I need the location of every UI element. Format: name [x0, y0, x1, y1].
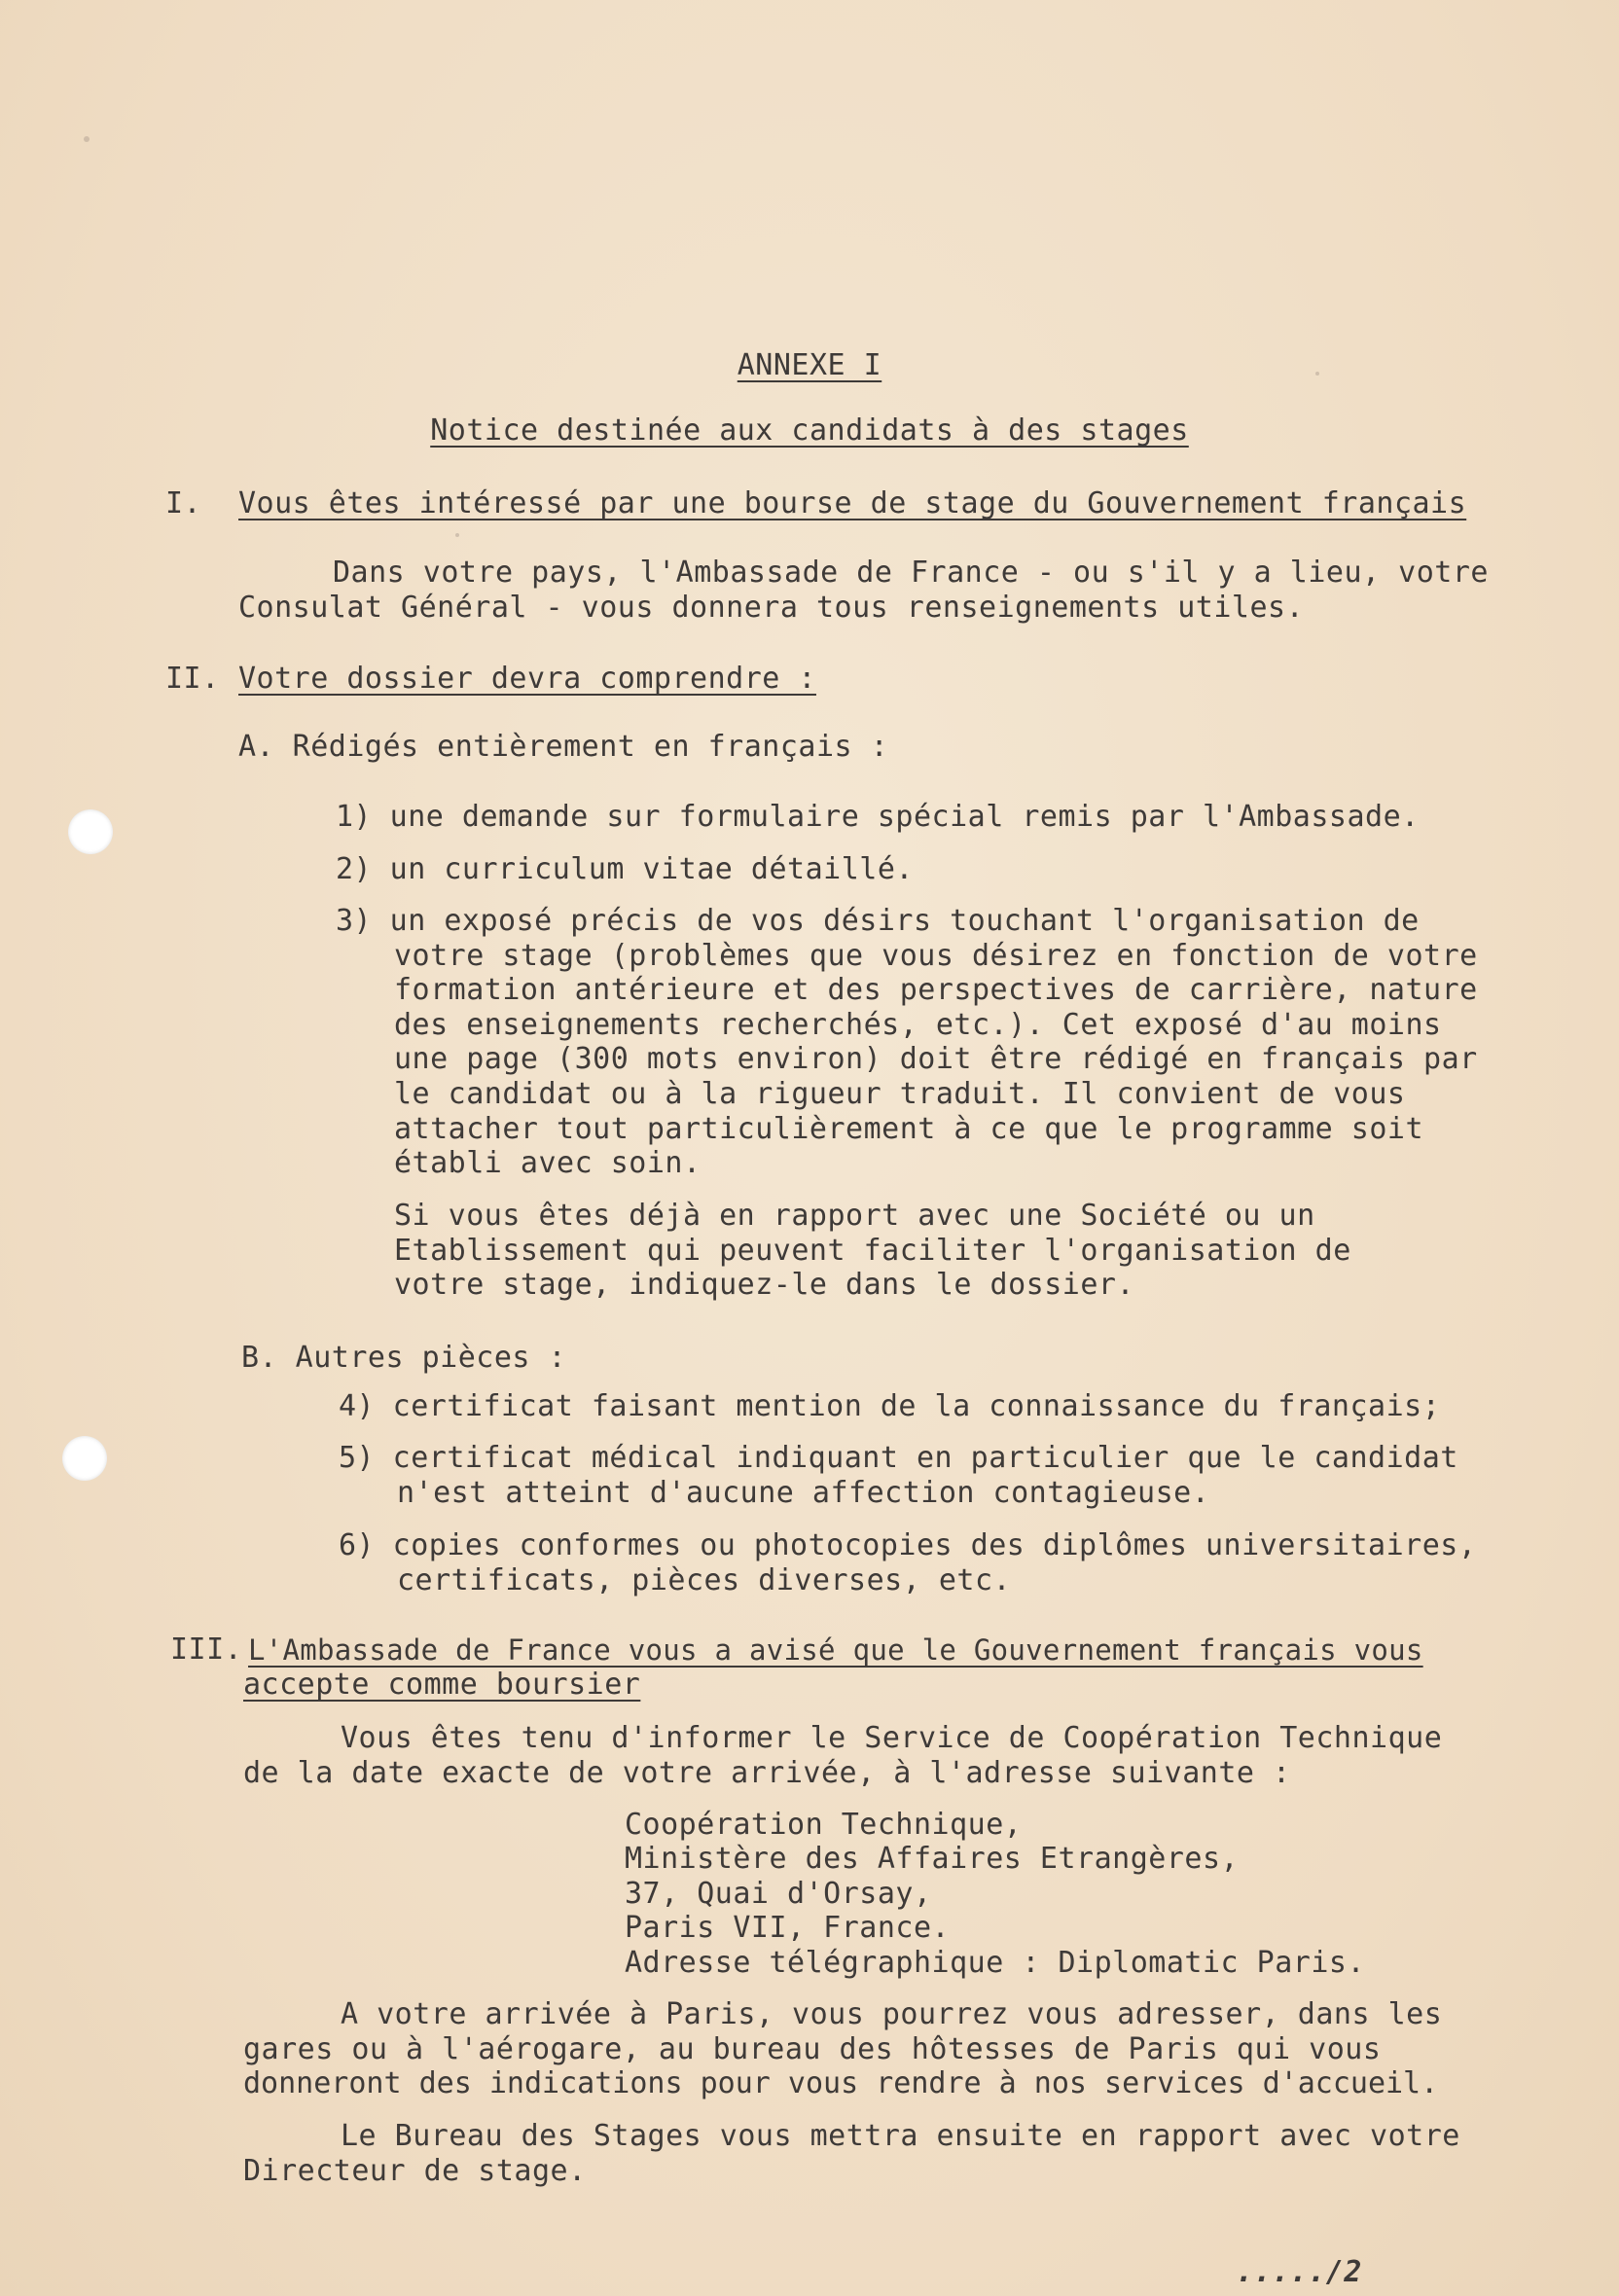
punch-hole-bottom — [62, 1436, 107, 1481]
list-item-6-cont: certificats, pièces diverses, etc. — [397, 1563, 1012, 1597]
list-item-3-cont: des enseignements recherchés, etc.). Cet exposé d'au moins — [394, 1008, 1442, 1042]
page-marker: ...../2 — [1236, 2255, 1362, 2289]
dossier-note: Si vous êtes déjà en rapport avec une Société ou un — [394, 1199, 1315, 1233]
section-2-number: II. — [165, 662, 220, 696]
section-3-text: Vous êtes tenu d'informer le Service de Coopération Technique — [341, 1721, 1443, 1755]
section-1-text: Consulat Général - vous donnera tous renseignements utiles. — [238, 591, 1305, 625]
address-line: 37, Quai d'Orsay, — [625, 1877, 932, 1911]
list-item-4: 4) certificat faisant mention de la connaissance du français; — [339, 1389, 1441, 1423]
section-2-heading: Votre dossier devra comprendre : — [238, 662, 816, 696]
section-3-text: Directeur de stage. — [243, 2154, 587, 2188]
list-item-3-cont: le candidat ou à la rigueur traduit. Il convient de vous — [394, 1077, 1406, 1111]
list-item-3-cont: établi avec soin. — [394, 1146, 702, 1180]
address-line: Adresse télégraphique : Diplomatic Paris. — [625, 1946, 1366, 1980]
list-item-3-cont: une page (300 mots environ) doit être rédigé en français par — [394, 1042, 1478, 1076]
list-item-6: 6) copies conformes ou photocopies des diplômes universitaires, — [339, 1528, 1477, 1562]
section-3-heading-cont: accepte comme boursier — [243, 1668, 641, 1702]
section-1-text: Dans votre pays, l'Ambassade de France - ou s'il y a lieu, votre — [333, 556, 1489, 590]
dossier-note: Etablissement qui peuvent faciliter l'organisation de — [394, 1234, 1351, 1268]
section-1-number: I. — [165, 486, 202, 520]
list-item-1: 1) une demande sur formulaire spécial remis par l'Ambassade. — [336, 800, 1420, 834]
annex-title: ANNEXE I — [737, 348, 882, 382]
section-3-text: de la date exacte de votre arrivée, à l'adresse suivante : — [243, 1756, 1291, 1790]
section-3-text: A votre arrivée à Paris, vous pourrez vous adresser, dans les — [341, 1997, 1443, 2031]
notice-title: Notice destinée aux candidats à des stages — [430, 413, 1189, 448]
section-1-heading: Vous êtes intéressé par une bourse de stage du Gouvernement français — [238, 486, 1467, 520]
section-3-text: gares ou à l'aérogare, au bureau des hôtesses de Paris qui vous — [243, 2032, 1382, 2066]
subsection-b-heading: B. Autres pièces : — [241, 1341, 567, 1375]
punch-hole-top — [68, 809, 113, 854]
list-item-3: 3) un exposé précis de vos désirs touchant l'organisation de — [336, 904, 1420, 938]
section-3-text: Le Bureau des Stages vous mettra ensuite en rapport avec votre — [341, 2119, 1460, 2153]
list-item-3-cont: votre stage (problèmes que vous désirez en fonction de votre — [394, 939, 1478, 973]
address-line: Coopération Technique, — [625, 1808, 1023, 1842]
list-item-3-cont: attacher tout particulièrement à ce que le programme soit — [394, 1112, 1424, 1146]
address-line: Ministère des Affaires Etrangères, — [625, 1842, 1240, 1876]
list-item-5: 5) certificat médical indiquant en particulier que le candidat — [339, 1441, 1458, 1475]
list-item-5-cont: n'est atteint d'aucune affection contagieuse. — [397, 1476, 1210, 1510]
dossier-note: votre stage, indiquez-le dans le dossier. — [394, 1268, 1135, 1302]
paper-speck — [455, 533, 459, 537]
address-line: Paris VII, France. — [625, 1911, 951, 1945]
section-3-heading: L'Ambassade de France vous a avisé que le Gouvernement français vous — [248, 1633, 1423, 1667]
list-item-2: 2) un curriculum vitae détaillé. — [336, 852, 914, 886]
list-item-3-cont: formation antérieure et des perspectives de carrière, nature — [394, 973, 1478, 1007]
section-3-text: donneront des indications pour vous rendre à nos services d'accueil. — [243, 2066, 1439, 2100]
section-3-number: III. — [170, 1632, 243, 1667]
paper-speck — [84, 136, 90, 142]
subsection-a-heading: A. Rédigés entièrement en français : — [238, 730, 889, 764]
